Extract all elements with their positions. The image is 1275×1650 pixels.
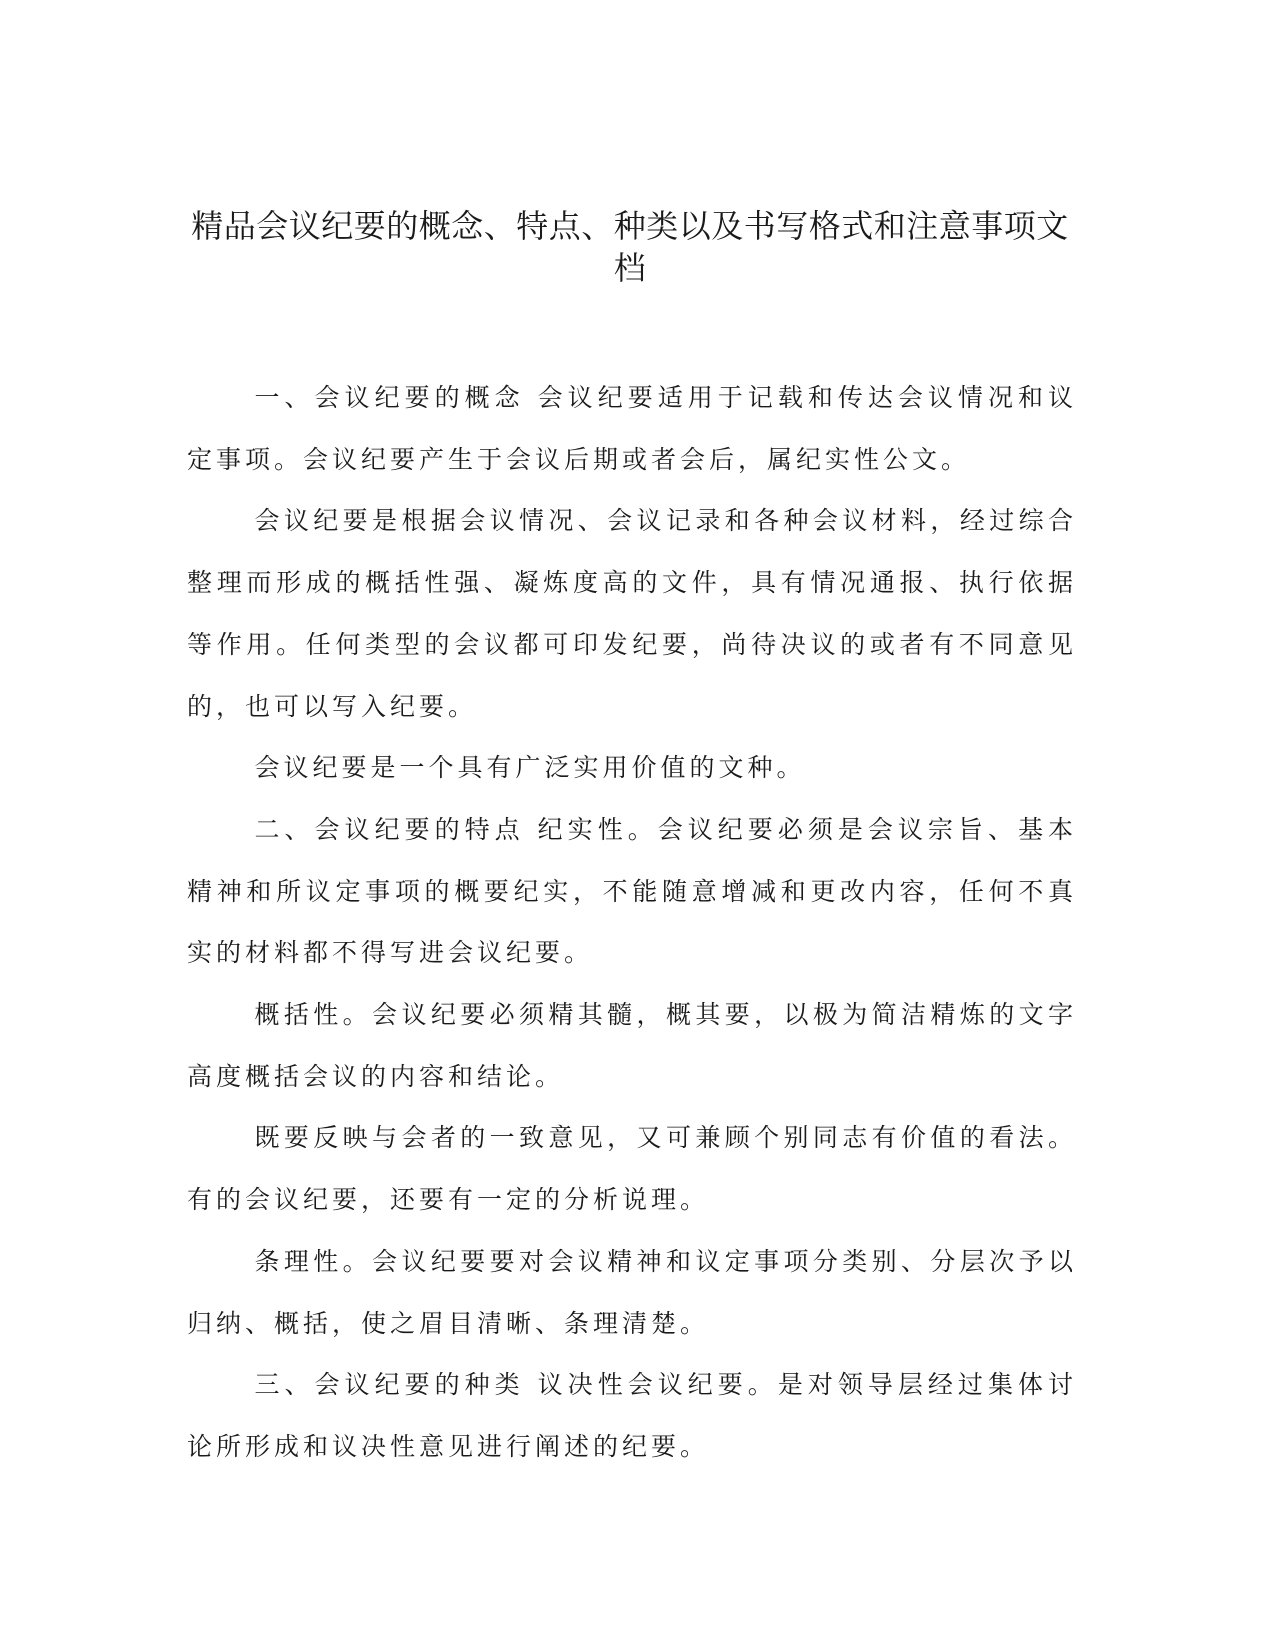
paragraph-value: 会议纪要是一个具有广泛实用价值的文种。 [254,753,806,783]
paragraph-types: 三、会议纪要的种类 议决性会议纪要。是对领导层经过集体讨论所形成和议决性意见进行阐述的纪要。 [187,1370,1077,1461]
paragraph-features-factual: 二、会议纪要的特点 纪实性。会议纪要必须是会议宗旨、基本精神和所议定事项的概要纪实，不能随意增减和更改内容，任何不真实的材料都不得写进会议纪要。 [187,814,1077,968]
paragraph-features-opinions: 既要反映与会者的一致意见，又可兼顾个别同志有价值的看法。有的会议纪要，还要有一定的分析说理。 [187,1123,1077,1215]
paragraph-definition: 会议纪要是根据会议情况、会议记录和各种会议材料，经过综合整理而形成的概括性强、凝炼度高的文件，具有情况通报、执行依据等作用。任何类型的会议都可印发纪要，尚待决议的或者有不同意见的，也可以写入纪要。 [187,506,1077,721]
paragraph-features-order: 条理性。会议纪要要对会议精神和议定事项分类别、分层次予以归纳、概括，使之眉目清晰、条理清楚。 [187,1246,1077,1338]
document-title: 精品会议纪要的概念、特点、种类以及书写格式和注意事项文档 [191,207,1069,287]
document-body [187,367,1077,1478]
paragraph-features-summary: 概括性。会议纪要必须精其髓，概其要，以极为简洁精炼的文字高度概括会议的内容和结论。 [187,1000,1077,1091]
paragraph-concept: 一、会议纪要的概念 会议纪要适用于记载和传达会议情况和议定事项。会议纪要产生于会议后期或者会后，属纪实性公文。 [187,383,1077,474]
